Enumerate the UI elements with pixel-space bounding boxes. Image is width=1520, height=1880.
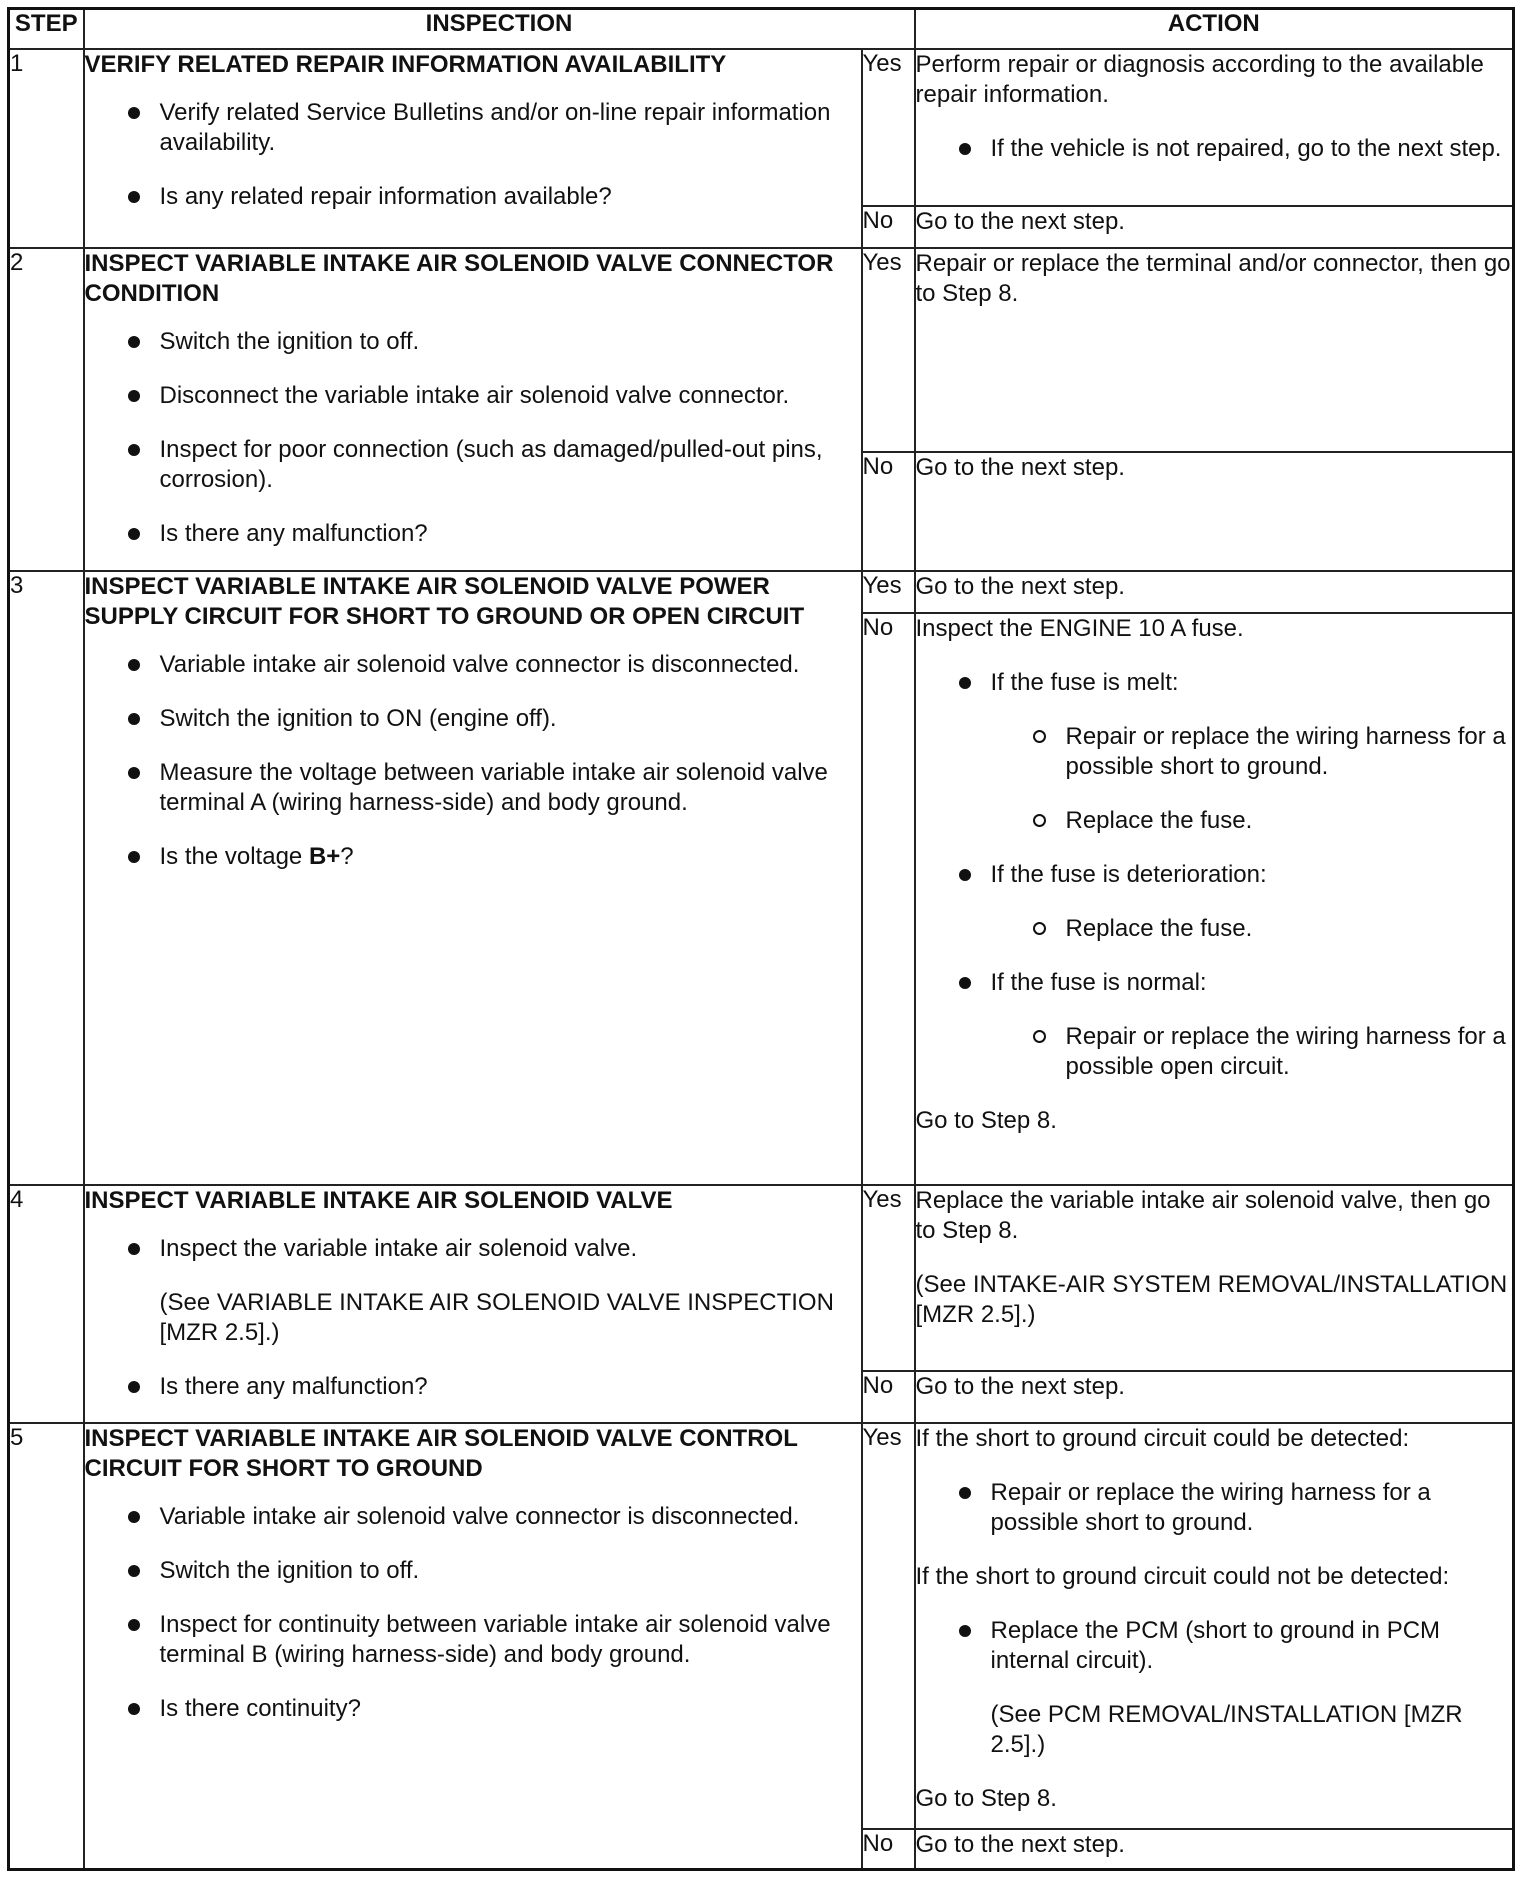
action-text: If the short to ground circuit could not be detected: bbox=[915, 1563, 1450, 1590]
step-title: INSPECT VARIABLE INTAKE AIR SOLENOID VALVE bbox=[84, 1187, 673, 1214]
action-text: Go to the next step. bbox=[915, 573, 1125, 600]
step-5-no-action bbox=[915, 1829, 1514, 1869]
action-text: Go to the next step. bbox=[915, 208, 1125, 235]
step-5-yes-row bbox=[9, 1423, 1514, 1829]
inspection-question bbox=[85, 842, 861, 872]
step-title: INSPECT VARIABLE INTAKE AIR SOLENOID VALVE POWER SUPPLY CIRCUIT FOR SHORT TO GROUND OR OPEN CIRCUIT bbox=[84, 573, 805, 630]
inspection-bullet: Verify related Service Bulletins and/or on-line repair information availability. bbox=[85, 98, 861, 158]
diagnostic-table bbox=[7, 7, 1515, 1871]
step-number: 5 bbox=[9, 1423, 84, 1869]
no-label: No bbox=[862, 1371, 915, 1423]
action-sub-bullet: Replace the fuse. bbox=[916, 806, 1513, 836]
step-3-yes-row bbox=[9, 571, 1514, 613]
inspection-bullet: Is there any malfunction? bbox=[85, 519, 861, 549]
action-text: Go to Step 8. bbox=[915, 1785, 1057, 1812]
inspection-bullet: Is there continuity? bbox=[85, 1694, 861, 1724]
step-2-inspection bbox=[84, 248, 862, 571]
step-3-yes-action bbox=[915, 571, 1514, 613]
diagnostic-procedure-page bbox=[7, 7, 1512, 1869]
header-row bbox=[9, 9, 1514, 50]
see-reference: (See VARIABLE INTAKE AIR SOLENOID VALVE INSPECTION [MZR 2.5].) bbox=[159, 1289, 834, 1346]
step-1-inspection bbox=[84, 49, 862, 248]
step-3-inspection bbox=[84, 571, 862, 1185]
step-number: 1 bbox=[9, 49, 84, 248]
see-reference: (See PCM REMOVAL/INSTALLATION [MZR 2.5].) bbox=[990, 1701, 1463, 1758]
header-action: ACTION bbox=[915, 9, 1514, 50]
step-2-no-action bbox=[915, 452, 1514, 571]
step-number: 4 bbox=[9, 1185, 84, 1423]
yes-label: Yes bbox=[862, 1185, 915, 1371]
step-5-yes-action bbox=[915, 1423, 1514, 1829]
action-sub-bullet: Repair or replace the wiring harness for a possible open circuit. bbox=[916, 1022, 1513, 1082]
inspection-bullet: Is there any malfunction? bbox=[85, 1372, 861, 1402]
action-text: Go to the next step. bbox=[915, 1831, 1125, 1858]
inspection-bullet: Inspect for continuity between variable intake air solenoid valve terminal B (wiring harness-side) and body ground. bbox=[85, 1610, 861, 1670]
action-text: Replace the variable intake air solenoid valve, then go to Step 8. bbox=[915, 1187, 1491, 1244]
inspection-bullet: Disconnect the variable intake air solenoid valve connector. bbox=[85, 381, 861, 411]
action-sub-bullet: Repair or replace the wiring harness for a possible short to ground. bbox=[916, 722, 1513, 782]
step-2-yes-row bbox=[9, 248, 1514, 452]
yes-label: Yes bbox=[862, 571, 915, 613]
question-suffix: ? bbox=[340, 843, 354, 870]
action-bullet: If the fuse is normal: bbox=[916, 968, 1513, 998]
yes-label: Yes bbox=[862, 248, 915, 452]
action-bullet: Repair or replace the wiring harness for a possible short to ground. bbox=[916, 1478, 1513, 1538]
step-title: INSPECT VARIABLE INTAKE AIR SOLENOID VALVE CONNECTOR CONDITION bbox=[84, 250, 834, 307]
inspection-bullet: Variable intake air solenoid valve connector is disconnected. bbox=[85, 1502, 861, 1532]
action-text: Go to Step 8. bbox=[915, 1107, 1057, 1134]
step-2-yes-action bbox=[915, 248, 1514, 452]
action-text: Inspect the ENGINE 10 A fuse. bbox=[915, 615, 1244, 642]
step-3-no-action bbox=[915, 613, 1514, 1185]
action-bullet: Replace the PCM (short to ground in PCM internal circuit). bbox=[916, 1616, 1513, 1676]
step-title: INSPECT VARIABLE INTAKE AIR SOLENOID VALVE CONTROL CIRCUIT FOR SHORT TO GROUND bbox=[84, 1425, 798, 1482]
action-bullet: If the vehicle is not repaired, go to the next step. bbox=[916, 134, 1513, 164]
question-prefix: Is the voltage bbox=[159, 843, 309, 870]
action-text: Go to the next step. bbox=[915, 1373, 1125, 1400]
question-bold: B+ bbox=[308, 843, 341, 870]
action-text: Perform repair or diagnosis according to the available repair information. bbox=[915, 51, 1484, 108]
action-bullet: If the fuse is deterioration: bbox=[916, 860, 1513, 890]
inspection-bullet: Measure the voltage between variable intake air solenoid valve terminal A (wiring harness-side) and body ground. bbox=[85, 758, 861, 818]
see-reference: (See INTAKE-AIR SYSTEM REMOVAL/INSTALLATION [MZR 2.5].) bbox=[915, 1271, 1508, 1328]
step-1-yes-row bbox=[9, 49, 1514, 206]
no-label: No bbox=[862, 1829, 915, 1869]
no-label: No bbox=[862, 452, 915, 571]
step-4-yes-action bbox=[915, 1185, 1514, 1371]
step-1-yes-action bbox=[915, 49, 1514, 206]
inspection-bullet: Switch the ignition to off. bbox=[85, 1556, 861, 1586]
header-step: STEP bbox=[9, 9, 84, 50]
inspection-bullet: Switch the ignition to ON (engine off). bbox=[85, 704, 861, 734]
step-number: 3 bbox=[9, 571, 84, 1185]
inspection-bullet: Is any related repair information available? bbox=[85, 182, 861, 212]
inspection-bullet: Inspect for poor connection (such as damaged/pulled-out pins, corrosion). bbox=[85, 435, 861, 495]
step-title: VERIFY RELATED REPAIR INFORMATION AVAILABILITY bbox=[84, 51, 727, 78]
inspection-bullet: Inspect the variable intake air solenoid valve. bbox=[85, 1234, 861, 1264]
action-text: Repair or replace the terminal and/or connector, then go to Step 8. bbox=[915, 250, 1511, 307]
no-label: No bbox=[862, 206, 915, 248]
inspection-bullet: Variable intake air solenoid valve connector is disconnected. bbox=[85, 650, 861, 680]
step-4-no-action bbox=[915, 1371, 1514, 1423]
step-4-inspection bbox=[84, 1185, 862, 1423]
inspection-bullet: Switch the ignition to off. bbox=[85, 327, 861, 357]
step-5-inspection bbox=[84, 1423, 862, 1869]
yes-label: Yes bbox=[862, 1423, 915, 1829]
step-1-no-action bbox=[915, 206, 1514, 248]
action-sub-bullet: Replace the fuse. bbox=[916, 914, 1513, 944]
action-text: Go to the next step. bbox=[915, 454, 1125, 481]
step-4-yes-row bbox=[9, 1185, 1514, 1371]
action-text: If the short to ground circuit could be detected: bbox=[915, 1425, 1410, 1452]
action-bullet: If the fuse is melt: bbox=[916, 668, 1513, 698]
header-inspection: INSPECTION bbox=[84, 9, 915, 50]
no-label: No bbox=[862, 613, 915, 1185]
step-number: 2 bbox=[9, 248, 84, 571]
yes-label: Yes bbox=[862, 49, 915, 206]
